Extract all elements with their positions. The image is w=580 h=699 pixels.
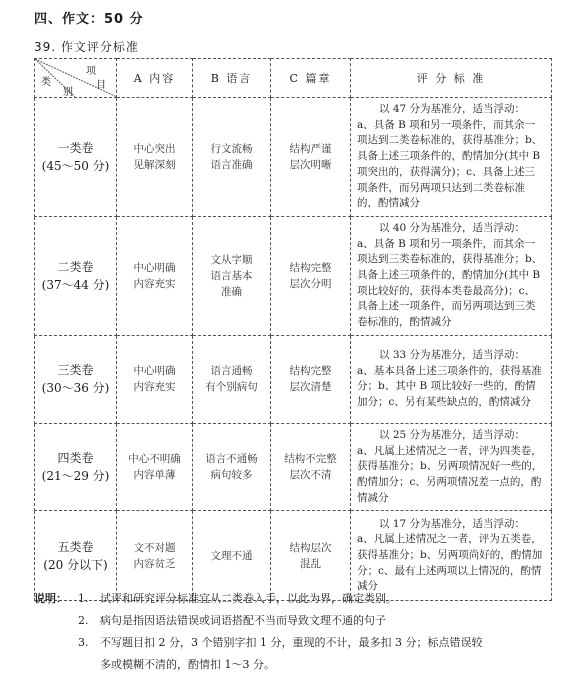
table-row <box>35 98 552 217</box>
cell-line: 内容贫乏 <box>133 557 176 570</box>
corner-label-item: 目 <box>96 80 108 91</box>
language-cell <box>193 216 271 335</box>
criteria-base: 以 17 分为基准分，适当浮动： <box>379 517 526 530</box>
note-text: 病句是指因语法错误或词语搭配不当而导致文理不通的句子 <box>100 614 386 627</box>
category-range: (21～29 分) <box>41 469 110 484</box>
category-range: (45～50 分) <box>41 158 110 173</box>
header-criteria: 评 分 标 准 <box>351 59 552 98</box>
category-name: 二类卷 <box>57 259 94 274</box>
table-title: 39. 作文评分标准 <box>34 40 139 54</box>
content-cell <box>117 98 193 217</box>
criteria-detail: a、具备 B 项和另一项条件，而其余一项达到三类卷标准的，获得基准分；b、具备上述三项条件的，酌情加分(其中 B 项比较好的，获得本类卷最高分)；c、具备上述一项条件，而另两项达到三类卷标准的，酌情减分 <box>357 237 543 329</box>
cell-line: 病句较多 <box>210 469 253 482</box>
structure-cell <box>271 423 351 511</box>
language-cell <box>193 98 271 217</box>
criteria-detail: a、凡属上述情况之一者，评为五类卷，获得基准分；b、另两项尚好的，酌情加分；c、最有上述两项以上情况的，酌情减分 <box>357 533 543 593</box>
corner-header <box>35 59 117 98</box>
note-text: 试评和研究评分标准宜从二类卷入手，以此为界，确定类别。 <box>100 592 397 605</box>
cell-line: 语言通畅 <box>210 365 253 378</box>
category-range: (37～44 分) <box>41 277 110 292</box>
cell-line: 有个别病句 <box>205 381 258 394</box>
cell-line: 行文流畅 <box>210 142 253 155</box>
header-content: A 内容 <box>117 59 193 98</box>
table-header-row <box>35 59 552 98</box>
cell-line: 中心明确 <box>133 261 176 274</box>
table-row <box>35 216 552 335</box>
cell-line: 语言不通畅 <box>205 453 258 466</box>
criteria-cell <box>351 423 552 511</box>
cell-line: 文不对题 <box>133 541 176 554</box>
cell-line: 层次明晰 <box>289 158 332 171</box>
cell-line: 层次清楚 <box>289 381 332 394</box>
category-name: 四类卷 <box>57 451 94 466</box>
category-range: (30～36 分) <box>41 381 110 396</box>
structure-cell <box>271 98 351 217</box>
notes-label: 说明： <box>34 592 67 605</box>
criteria-base: 以 40 分为基准分，适当浮动： <box>379 221 526 234</box>
criteria-cell <box>351 216 552 335</box>
language-cell <box>193 335 271 423</box>
language-cell <box>193 423 271 511</box>
structure-cell <box>271 335 351 423</box>
table-row <box>35 423 552 511</box>
cell-line: 准确 <box>221 285 242 298</box>
cell-line: 结构层次 <box>289 541 332 554</box>
note-item <box>34 632 554 654</box>
criteria-cell <box>351 98 552 217</box>
cell-line: 结构完整 <box>289 261 332 274</box>
criteria-detail: a、基本具备上述三项条件的，获得基准分；b、其中 B 项比较好一些的，酌情加分；c、另有某些缺点的，酌情减分 <box>357 364 542 409</box>
notes <box>34 588 554 676</box>
category-cell <box>35 98 117 217</box>
criteria-detail: a、具备 B 项和另一项条件，而其余一项达到二类卷标准的，获得基准分；b、具备上述三项条件的，酌情加分(其中 B 项突出的，获得满分)；c、具备上述三项条件，而另两项只达到二类卷标准的，酌情减分 <box>357 118 543 210</box>
cell-line: 中心不明确 <box>128 453 181 466</box>
cell-line: 文从字顺 <box>210 253 253 266</box>
cell-line: 结构不完整 <box>284 453 337 466</box>
cell-line: 层次分明 <box>289 277 332 290</box>
cell-line: 中心突出 <box>133 142 176 155</box>
scoring-table <box>34 58 552 601</box>
cell-line: 内容充实 <box>133 381 176 394</box>
category-cell <box>35 216 117 335</box>
note-number: 3. <box>78 636 89 649</box>
header-language: B 语言 <box>193 59 271 98</box>
corner-label-other: 别 <box>63 87 75 98</box>
cell-line: 语言基本 <box>210 269 253 282</box>
note-continuation: 多或模糊不清的，酌情扣 1～3 分。 <box>100 658 275 671</box>
cell-line: 见解深刻 <box>133 158 176 171</box>
criteria-base: 以 47 分为基准分，适当浮动： <box>379 103 526 115</box>
criteria-base: 以 25 分为基准分，适当浮动： <box>379 428 526 441</box>
criteria-base: 以 33 分为基准分，适当浮动： <box>379 348 526 361</box>
content-cell <box>117 335 193 423</box>
table-row <box>35 335 552 423</box>
section-heading: 四、作文：50 分 <box>34 12 144 27</box>
category-name: 一类卷 <box>57 140 94 155</box>
category-name: 五类卷 <box>57 539 94 554</box>
category-range: (20 分以下) <box>43 557 108 572</box>
structure-cell <box>271 216 351 335</box>
cell-line: 中心明确 <box>133 365 176 378</box>
cell-line: 内容充实 <box>133 277 176 290</box>
cell-line: 层次不清 <box>289 469 332 482</box>
category-name: 三类卷 <box>57 363 94 378</box>
cell-line: 内容单薄 <box>133 469 176 482</box>
criteria-cell <box>351 335 552 423</box>
content-cell <box>117 423 193 511</box>
criteria-detail: a、凡属上述情况之一者，评为四类卷，获得基准分；b、另两项情况好一些的，酌情加分；c、另两项情况差一点的，酌情减分 <box>357 444 543 504</box>
category-cell <box>35 423 117 511</box>
note-number: 1. <box>78 592 89 605</box>
note-item <box>34 610 554 632</box>
cell-line: 文理不通 <box>210 549 253 562</box>
category-cell <box>35 335 117 423</box>
corner-label-project: 项 <box>86 66 98 77</box>
note-item <box>34 588 554 610</box>
corner-label-category: 类 <box>41 77 53 88</box>
header-structure: C 篇章 <box>271 59 351 98</box>
note-number: 2. <box>78 614 89 627</box>
cell-line: 结构完整 <box>289 365 332 378</box>
cell-line: 混乱 <box>300 557 321 570</box>
cell-line: 结构严谨 <box>289 142 332 155</box>
content-cell <box>117 216 193 335</box>
note-text: 不写题目扣 2 分，3 个错别字扣 1 分，重现的不计，最多扣 3 分；标点错误较 <box>100 636 483 649</box>
cell-line: 语言准确 <box>210 158 253 171</box>
